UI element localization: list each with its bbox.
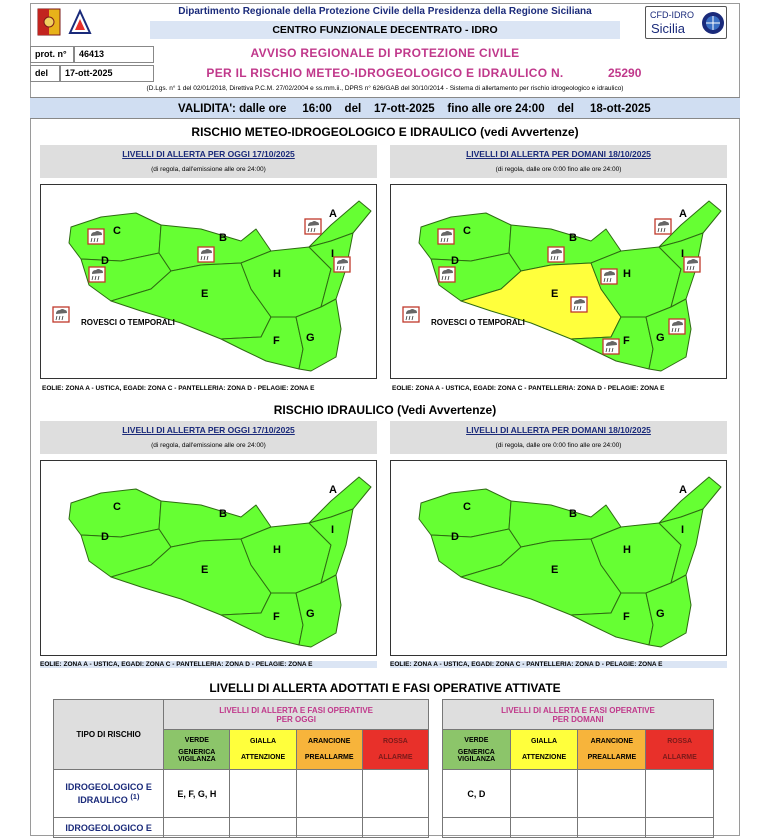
zone-label-f: F xyxy=(623,611,630,623)
eolie-note: EOLIE: ZONA A - USTICA, EGADI: ZONA C - PANTELLERIA: ZONA D - PELAGIE: ZONA E xyxy=(392,385,665,392)
zone-label-i: I xyxy=(681,248,685,260)
panel-subtitle: (di regola, dall'emissione alle ore 24:00) xyxy=(151,166,266,173)
storm-icon xyxy=(53,307,69,322)
sicily-map xyxy=(41,461,376,653)
avviso-subtitle: PER IL RISCHIO METEO-IDROGEOLOGICO E IDRAULICO N. xyxy=(206,66,564,80)
storm-icon xyxy=(305,219,321,234)
row-idrogeologico-label: IDROGEOLOGICO E IDRAULICO $^{(1)}$ xyxy=(54,770,164,818)
row1-tomorrow-rossa xyxy=(646,770,714,818)
header-department: Dipartimento Regionale della Protezione Civile della Presidenza della Regione Siciliana xyxy=(178,6,592,17)
level-gialla: GIALLA ATTENZIONE xyxy=(510,730,578,770)
tipo-header: TIPO DI RISCHIO xyxy=(54,700,164,770)
map-idraulico-today xyxy=(40,460,377,656)
panel-subtitle: (di regola, dalle ore 0:00 fino alle ore 24:00) xyxy=(495,442,622,449)
row2-label: IDROGEOLOGICO E xyxy=(54,818,164,838)
zone-c xyxy=(419,489,511,537)
storm-icon xyxy=(684,257,700,272)
level-gialla: GIALLA ATTENZIONE xyxy=(230,730,296,770)
panel-title: LIVELLI DI ALLERTA PER OGGI 17/10/2025 xyxy=(122,425,295,435)
oggi-header xyxy=(164,700,429,730)
storm-icon xyxy=(89,267,105,282)
zone-label-c: C xyxy=(463,225,471,237)
row1-today-gialla xyxy=(230,770,296,818)
avviso-number: 25290 xyxy=(608,66,642,80)
region-emblem-icon xyxy=(36,7,106,37)
panel-title: LIVELLI DI ALLERTA PER OGGI 17/10/2025 xyxy=(122,149,295,159)
zone-label-e: E xyxy=(201,564,209,576)
row1-today-rossa xyxy=(362,770,428,818)
zone-label-b: B xyxy=(569,232,577,244)
zone-label-d: D xyxy=(451,255,459,267)
zone-label-c: C xyxy=(113,225,121,237)
row1-tomorrow-arancione xyxy=(578,770,646,818)
row1-today-verde: E, F, G, H xyxy=(164,770,230,818)
eolie-note: EOLIE: ZONA A - USTICA, EGADI: ZONA C - PANTELLERIA: ZONA D - PELAGIE: ZONA E xyxy=(390,661,727,668)
storm-icon xyxy=(601,269,617,284)
level-verde: VERDE GENERICA VIGILANZA xyxy=(443,730,511,770)
eolie-note: EOLIE: ZONA A - USTICA, EGADI: ZONA C - PANTELLERIA: ZONA D - PELAGIE: ZONA E xyxy=(40,661,377,668)
rovesci-legend: ROVESCI O TEMPORALI xyxy=(431,318,525,327)
storm-icon xyxy=(669,319,685,334)
storm-icon xyxy=(88,229,104,244)
header-centro: CENTRO FUNZIONALE DECENTRATO - IDRO xyxy=(150,21,620,39)
map-idraulico-tomorrow xyxy=(390,460,727,656)
prot-value: 46413 xyxy=(74,46,154,63)
validity-bar: VALIDITA': dalle ore 16:00 del 17-ott-2025 fino alle ore 24:00 del 18-ott-2025 xyxy=(30,97,740,119)
zone-label-i: I xyxy=(681,524,685,536)
zone-label-g: G xyxy=(656,608,665,620)
domani-header xyxy=(443,700,714,730)
zone-label-h: H xyxy=(273,544,281,556)
storm-icon xyxy=(655,219,671,234)
zone-label-b: B xyxy=(569,508,577,520)
zone-label-e: E xyxy=(551,564,559,576)
zone-label-d: D xyxy=(451,531,459,543)
levels-table-tomorrow xyxy=(442,699,714,838)
zone-label-g: G xyxy=(306,608,315,620)
storm-icon xyxy=(548,247,564,262)
zone-label-e: E xyxy=(551,288,559,300)
zone-label-b: B xyxy=(219,232,227,244)
zone-c xyxy=(69,489,161,537)
zone-label-a: A xyxy=(329,484,337,496)
zone-c xyxy=(69,213,161,261)
logo-line1: CFD-IDRO xyxy=(650,10,694,20)
storm-icon xyxy=(403,307,419,322)
panel-idraulico-tomorrow-header xyxy=(390,421,727,454)
zone-label-h: H xyxy=(623,544,631,556)
map-meteo-tomorrow xyxy=(390,184,727,379)
zone-label-i: I xyxy=(331,248,335,260)
row1-tomorrow-verde: C, D xyxy=(443,770,511,818)
sicily-map xyxy=(391,185,726,376)
section-idraulico-title: RISCHIO IDRAULICO (Vedi Avvertenze) xyxy=(273,403,497,417)
rovesci-legend: ROVESCI O TEMPORALI xyxy=(81,318,175,327)
domani-header-line1: LIVELLI DI ALLERTA E FASI OPERATIVE xyxy=(501,705,655,715)
section-meteo-title: RISCHIO METEO-IDROGEOLOGICO E IDRAULICO (vedi Avvertenze) xyxy=(191,125,579,139)
eolie-note: EOLIE: ZONA A - USTICA, EGADI: ZONA C - PANTELLERIA: ZONA D - PELAGIE: ZONA E xyxy=(42,385,315,392)
map-meteo-today xyxy=(40,184,377,379)
zone-label-c: C xyxy=(113,501,121,513)
zone-label-a: A xyxy=(329,208,337,220)
zone-label-g: G xyxy=(656,332,665,344)
storm-icon xyxy=(198,247,214,262)
levels-table-today xyxy=(53,699,429,838)
panel-subtitle: (di regola, dall'emissione alle ore 24:00) xyxy=(151,442,266,449)
panel-title: LIVELLI DI ALLERTA PER DOMANI 18/10/2025 xyxy=(466,425,651,435)
cfd-idro-logo xyxy=(645,6,727,39)
globe-icon xyxy=(701,11,725,35)
legal-reference: (D.Lgs. n° 1 del 02/01/2018, Direttiva P.C.M. 27/02/2004 e ss.mm.ii., DPRS n° 626/GAB del 30/10/2014 - Sistema di allertamento per rischio idrogeologico e idraulico) xyxy=(146,85,624,92)
domani-header-line2: PER DOMANI xyxy=(552,714,604,724)
row1-today-arancione xyxy=(296,770,362,818)
zone-label-h: H xyxy=(273,268,281,280)
panel-subtitle: (di regola, dalle ore 0:00 fino alle ore 24:00) xyxy=(495,166,622,173)
zone-label-i: I xyxy=(331,524,335,536)
zone-label-f: F xyxy=(623,335,630,347)
storm-icon xyxy=(438,229,454,244)
sicily-map xyxy=(391,461,726,653)
oggi-header-line2: PER OGGI xyxy=(276,714,316,724)
section-levels-title: LIVELLI DI ALLERTA ADOTTATI E FASI OPERATIVE ATTIVATE xyxy=(209,681,561,695)
zone-label-h: H xyxy=(623,268,631,280)
zone-label-g: G xyxy=(306,332,315,344)
level-rossa: ROSSA ALLARME xyxy=(362,730,428,770)
storm-icon xyxy=(571,297,587,312)
zone-label-d: D xyxy=(101,255,109,267)
level-rossa: ROSSA ALLARME xyxy=(646,730,714,770)
del-label: del xyxy=(30,65,60,82)
row1-tomorrow-gialla xyxy=(510,770,578,818)
zone-label-a: A xyxy=(679,208,687,220)
avviso-title: AVVISO REGIONALE DI PROTEZIONE CIVILE xyxy=(250,46,520,60)
del-value: 17-ott-2025 xyxy=(60,65,154,82)
panel-meteo-today-header xyxy=(40,145,377,178)
prot-label: prot. n° xyxy=(30,46,74,63)
zone-label-e: E xyxy=(201,288,209,300)
zone-c xyxy=(419,213,511,261)
level-verde: VERDE GENERICA VIGILANZA xyxy=(164,730,230,770)
header-logos xyxy=(36,7,106,37)
level-arancione: ARANCIONE PREALLARME xyxy=(578,730,646,770)
zone-label-c: C xyxy=(463,501,471,513)
panel-meteo-tomorrow-header xyxy=(390,145,727,178)
zone-label-f: F xyxy=(273,335,280,347)
panel-idraulico-today-header xyxy=(40,421,377,454)
storm-icon xyxy=(334,257,350,272)
zone-label-f: F xyxy=(273,611,280,623)
storm-icon xyxy=(603,339,619,354)
sicily-map xyxy=(41,185,376,376)
storm-icon xyxy=(439,267,455,282)
level-arancione: ARANCIONE PREALLARME xyxy=(296,730,362,770)
panel-title: LIVELLI DI ALLERTA PER DOMANI 18/10/2025 xyxy=(466,149,651,159)
zone-label-d: D xyxy=(101,531,109,543)
zone-label-a: A xyxy=(679,484,687,496)
oggi-header-line1: LIVELLI DI ALLERTA E FASI OPERATIVE xyxy=(219,705,374,715)
logo-line2: Sicilia xyxy=(651,21,685,36)
zone-label-b: B xyxy=(219,508,227,520)
